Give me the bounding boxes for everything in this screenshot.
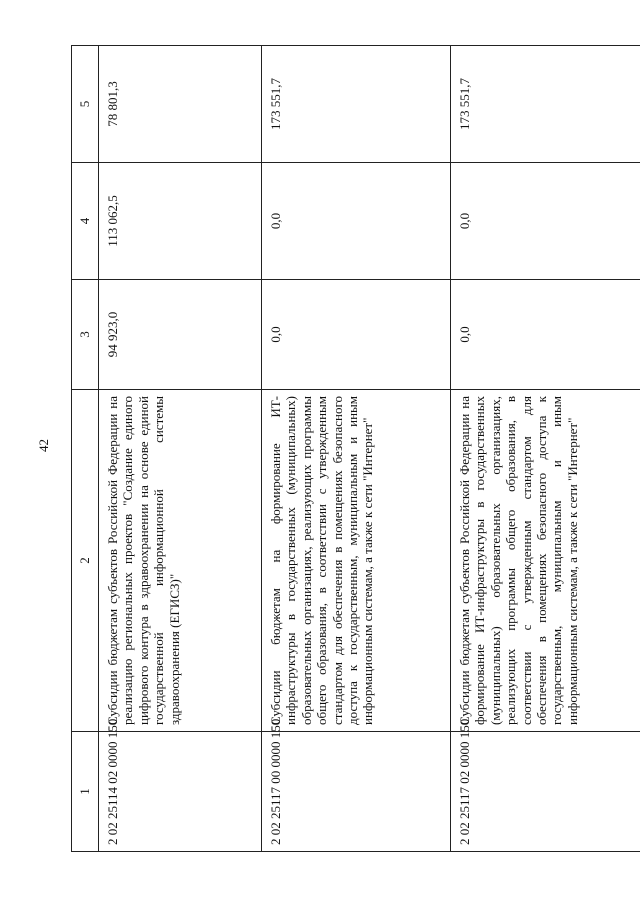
page-number: 42 bbox=[36, 439, 51, 452]
column-header-4: 4 bbox=[72, 163, 99, 280]
column-header-5: 5 bbox=[72, 46, 99, 163]
budget-code-cell: 2 02 25114 02 0000 150 bbox=[99, 732, 262, 852]
column-header-2: 2 bbox=[72, 390, 99, 732]
description-cell: Субсидии бюджетам субъектов Российской Федерации на формирование ИТ-инфраструктуры в государственных (муниципальных) образовательных организациях, реализующих программы общего образования, в соответствии с утвержденным стандартом для обеспечения в помещениях безопасного доступа к государственным, муниципальным и иным информационным системам, а также к сети "Интернет" bbox=[451, 390, 640, 732]
description-cell: Субсидии бюджетам субъектов Российской Федерации на реализацию региональных проектов "Создание единого цифрового контура в здравоохранении на основе единой государственной информационной системы здравоохранения (ЕГИСЗ)" bbox=[99, 390, 262, 732]
rotated-table-container bbox=[71, 46, 611, 852]
budget-code-cell: 2 02 25117 00 0000 150 bbox=[262, 732, 451, 852]
column-header-1: 1 bbox=[72, 732, 99, 852]
budget-table bbox=[71, 45, 640, 852]
value-cell-col5: 173 551,7 bbox=[451, 46, 640, 163]
value-cell-col4: 0,0 bbox=[451, 163, 640, 280]
value-cell-col3: 94 923,0 bbox=[99, 280, 262, 390]
table-row bbox=[262, 46, 451, 852]
table-row bbox=[99, 46, 262, 852]
header-row bbox=[72, 46, 99, 852]
value-cell-col3: 0,0 bbox=[451, 280, 640, 390]
value-cell-col5: 78 801,3 bbox=[99, 46, 262, 163]
column-header-3: 3 bbox=[72, 280, 99, 390]
description-cell: Субсидии бюджетам на формирование ИТ-инфраструктуры в государственных (муниципальных) образовательных организациях, реализующих программы общего образования, в соответствии с утвержденным стандартом для обеспечения в помещениях безопасного доступа к государственным, муниципальным и иным информационным системам, а также к сети "Интернет" bbox=[262, 390, 451, 732]
value-cell-col4: 113 062,5 bbox=[99, 163, 262, 280]
value-cell-col3: 0,0 bbox=[262, 280, 451, 390]
budget-code-cell: 2 02 25117 02 0000 150 bbox=[451, 732, 640, 852]
value-cell-col5: 173 551,7 bbox=[262, 46, 451, 163]
table-row bbox=[451, 46, 640, 852]
value-cell-col4: 0,0 bbox=[262, 163, 451, 280]
